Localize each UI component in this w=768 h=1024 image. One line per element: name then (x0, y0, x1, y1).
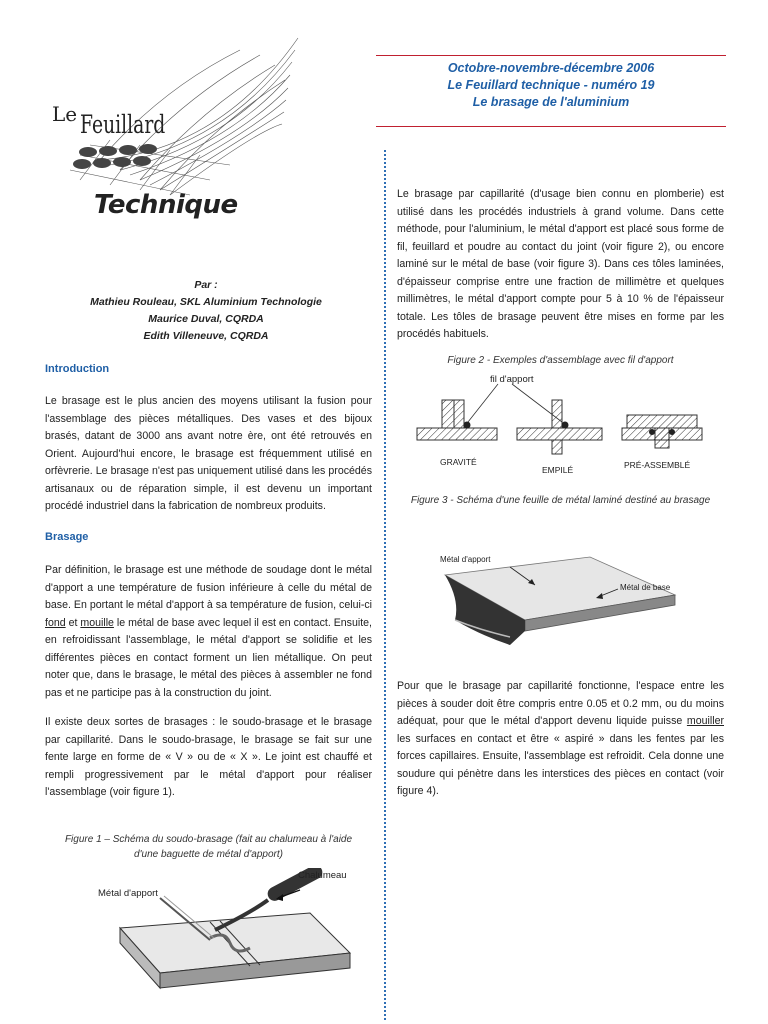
term-mouiller: mouiller (686, 715, 724, 727)
author-2: Maurice Duval, CQRDA (148, 313, 264, 325)
logo-word-le: Le (52, 102, 78, 126)
label-gravite: GRAVITÉ (440, 457, 477, 467)
intro-paragraph: Le brasage est le plus ancien des moyens utilisant la fusion pour l'assemblage des pièces métalliques. Des vases et des bijoux brasés, datant de 3000 ans avant notre ère, ont été retrouvés en Orient. Aujourd'hui encore, le brasage est fréquemment utilisé en orfèvrerie. Le brasage n'est pas uniquement utilisé dans les procédés artisanaux ou de réparation simple, il est devenu un important procédé industriel dans la fabrication de nombreux produits. (45, 395, 372, 512)
issue-topic: Le brasage de l'aluminium (472, 95, 630, 109)
brasage-term-fond: fond (45, 616, 66, 629)
label-chalumeau: Chalumeau (298, 870, 347, 881)
header-rule-top (376, 55, 726, 56)
label-fil-apport: fil d'apport (490, 374, 534, 385)
brasage-p1-end: le métal de base avec lequel il est en contact. Ensuite, en refroidissant l'assemblage, le métal d'apport se solidifie et les différentes pièces en contact forment un lien métallique. On peut noter que, dans le brasage, le métal des pièces à assembler ne fond pas et ne participe pas à la construction du joint. (45, 616, 372, 699)
logo-word-feuillard: Feuillard (80, 110, 166, 139)
brasage-heading: Brasage (45, 531, 89, 543)
espace-p-end: les surfaces en contact et être « aspiré » dans les fentes par les forces capillaires. Ensuite, l'assemblage est refroidit. Cela donne une soudure qui pénètre dans les interstices des pièces en contact (voir figure 4). (397, 732, 724, 797)
figure-1-diagram (80, 868, 360, 1018)
brasage-p1-start: Par définition, le brasage est une méthode de soudage dont le métal d'apport a une température de fusion inférieure à celle du métal de base. En portant le métal d'apport à sa température de fusion, celui-ci (45, 564, 372, 611)
header-block (376, 60, 726, 111)
brasage-p1-et: et (65, 616, 81, 629)
author-1: Mathieu Rouleau, SKL Aluminium Technologie (90, 296, 322, 308)
logo-word-technique: Technique (94, 190, 238, 220)
espace-p-start: Pour que le brasage par capillarité fonctionne, l'espace entre les pièces à souder doit être compris entre 0.05 et 0.2 mm, ou du moins adéquat, pour que le métal d'apport devenu liquide puisse (397, 680, 724, 727)
label-pre-assemble: PRÉ-ASSEMBLÉ (624, 460, 691, 470)
brasage-term-mouille: mouille (80, 616, 114, 629)
figure-1-caption (45, 832, 372, 862)
capillarite-paragraph: Le brasage par capillarité (d'usage bien connu en plomberie) est utilisé dans les procédés industriels à grand volume. Dans cette méthode, pour l'aluminium, le métal d'apport est placé sous forme de fil, feuillard et poudre au contact du joint (voir figure 2), ou encore laminé sur le métal de base (voir figure 3). Dans ces tôles laminées, d'épaisseur comprise entre une fraction de millimètre et quelques millimètres, le métal d'apport compte pour 5 à 10 % de l'épaisseur totale. Les tôles de brasage peuvent être mises en forme par les procédés habituels. (397, 188, 724, 340)
label-metal-base: Métal de base (620, 583, 671, 592)
issue-number: Le Feuillard technique - numéro 19 (447, 78, 655, 92)
authors-par: Par : (194, 279, 218, 291)
label-metal-apport-fig3: Métal d'apport (440, 555, 491, 564)
figure-2-diagram (412, 370, 712, 480)
label-empile: EMPILÉ (542, 465, 574, 475)
figure-1-caption-line-2: d'une baguette de métal d'apport) (134, 849, 283, 860)
author-3: Edith Villeneuve, CQRDA (143, 330, 269, 342)
column-divider (384, 150, 386, 1020)
brasage-paragraph-1 (45, 562, 372, 702)
espace-paragraph (397, 678, 724, 801)
authors-block (40, 277, 372, 345)
header-rule-bottom (376, 126, 726, 127)
label-metal-apport-fig1: Métal d'apport (98, 888, 158, 899)
brasage-paragraph-2: Il existe deux sortes de brasages : le soudo-brasage et le brasage par capillarité. Dans le soudo-brasage, le brasage se fait sur une fente large en forme de « V » ou de « X ». Le joint est chauffé et rempli progressivement par le métal d'apport pour réaliser l'assemblage (voir figure 1). (45, 716, 372, 798)
intro-heading: Introduction (45, 363, 110, 375)
figure-3-diagram (440, 545, 710, 655)
figure-3-caption: Figure 3 - Schéma d'une feuille de métal laminé destiné au brasage (410, 495, 711, 506)
logo (40, 30, 310, 230)
figure-1-caption-line-1: Figure 1 – Schéma du soudo-brasage (fait au chalumeau à l'aide (64, 834, 353, 845)
issue-date: Octobre-novembre-décembre 2006 (447, 61, 655, 75)
figure-2-caption: Figure 2 - Exemples d'assemblage avec fil d'apport (447, 355, 674, 366)
